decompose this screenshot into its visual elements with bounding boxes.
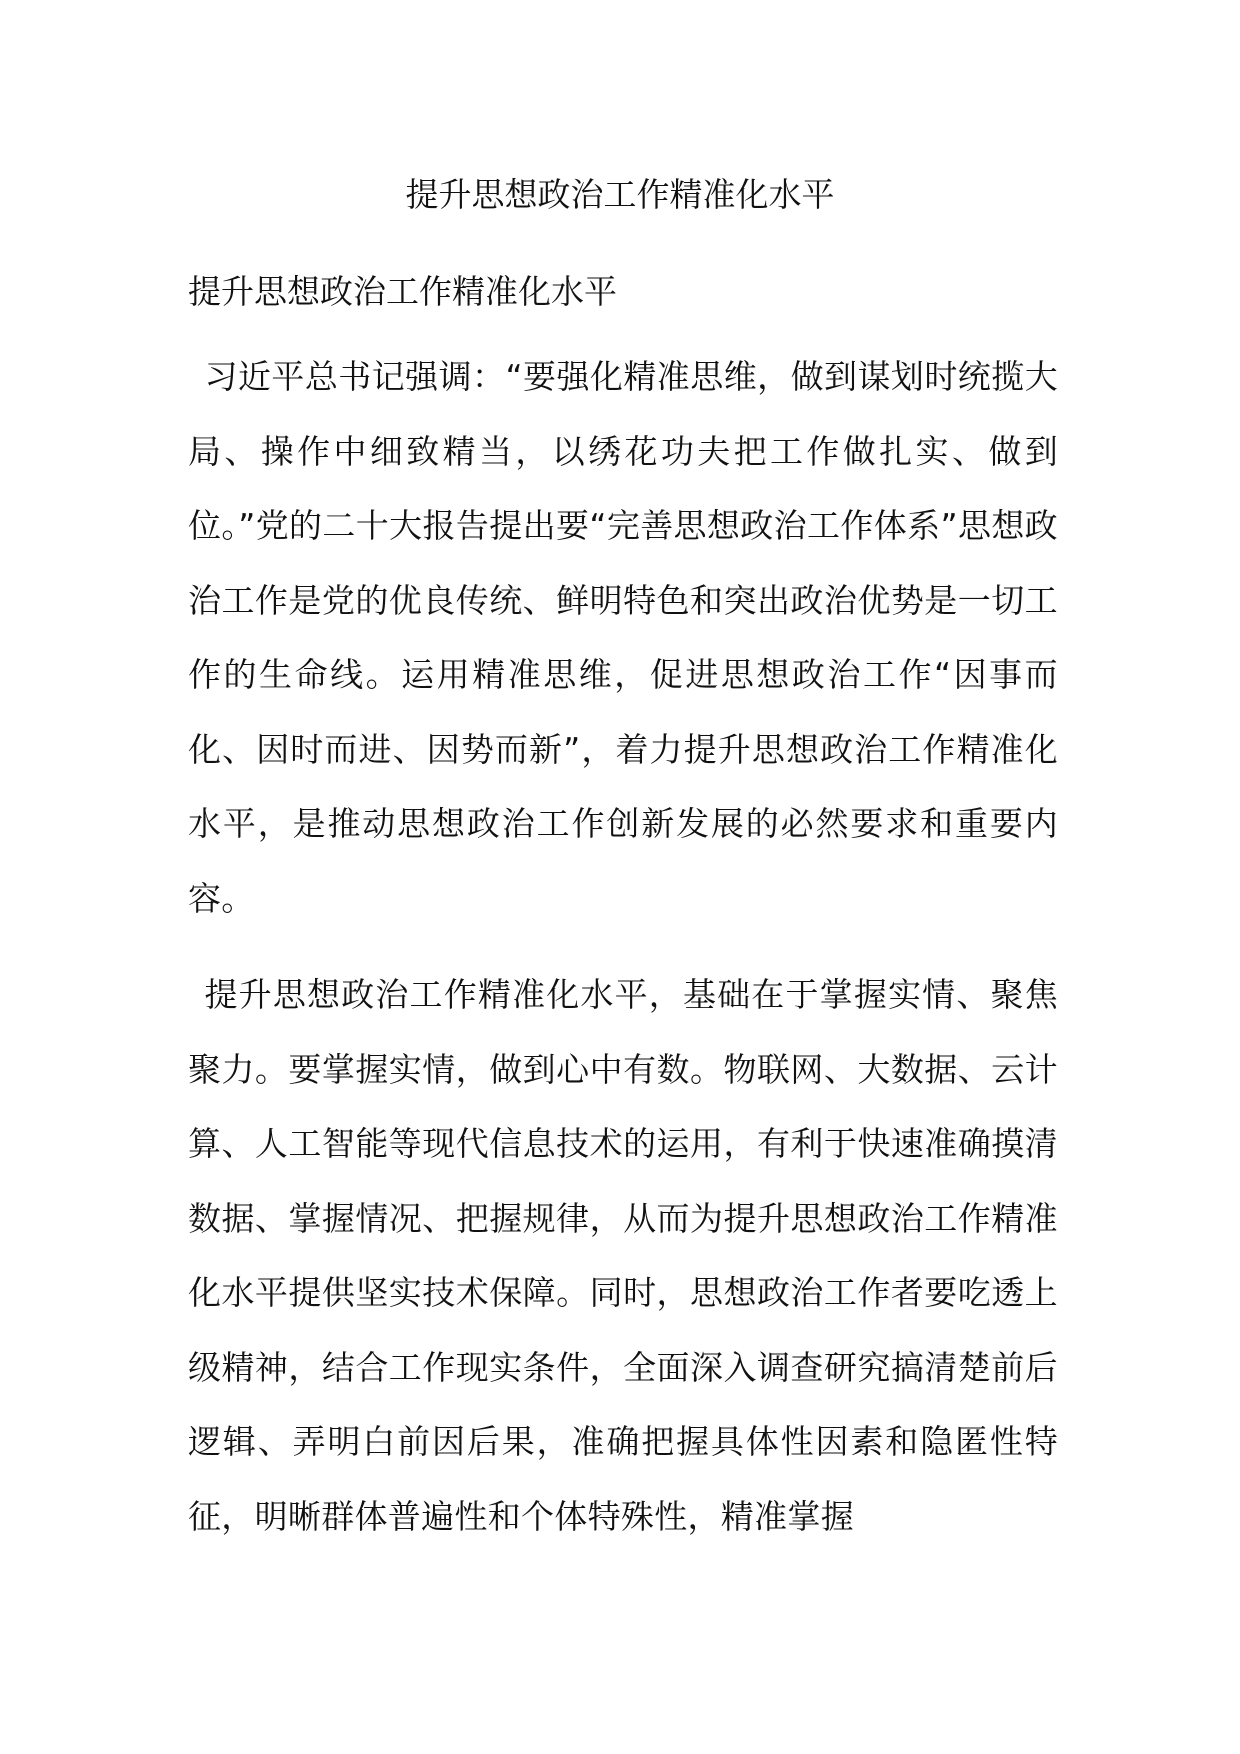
paragraph-2: 提升思想政治工作精准化水平，基础在于掌握实情、聚焦聚力。要掌握实情，做到心中有数。物联网、大数据、云计算、人工智能等现代信息技术的运用，有利于快速准确摸清数据、掌握情况、把握规律，从而为提升思想政治工作精准化水平提供坚实技术保障。同时，思想政治工作者要吃透上级精神，结合工作现实条件，全面深入调查研究搞清楚前后逻辑、弄明白前因后果，准确把握具体性因素和隐匿性特征，明晰群体普遍性和个体特殊性，精准掌握 (188, 975, 1058, 1536)
document-subtitle: 提升思想政治工作精准化水平 (188, 272, 617, 311)
paragraph-1: 习近平总书记强调：“要强化精准思维，做到谋划时统揽大局、操作中细致精当，以绣花功夫把工作做扎实、做到位。”党的二十大报告提出要“完善思想政治工作体系”思想政治工作是党的优良传统、鲜明特色和突出政治优势是一切工作的生命线。运用精准思维，促进思想政治工作“因事而化、因时而进、因势而新”，着力提升思想政治工作精准化水平，是推动思想政治工作创新发展的必然要求和重要内容。 (188, 357, 1058, 918)
document-title: 提升思想政治工作精准化水平 (405, 175, 835, 214)
document-body (188, 266, 1058, 1576)
